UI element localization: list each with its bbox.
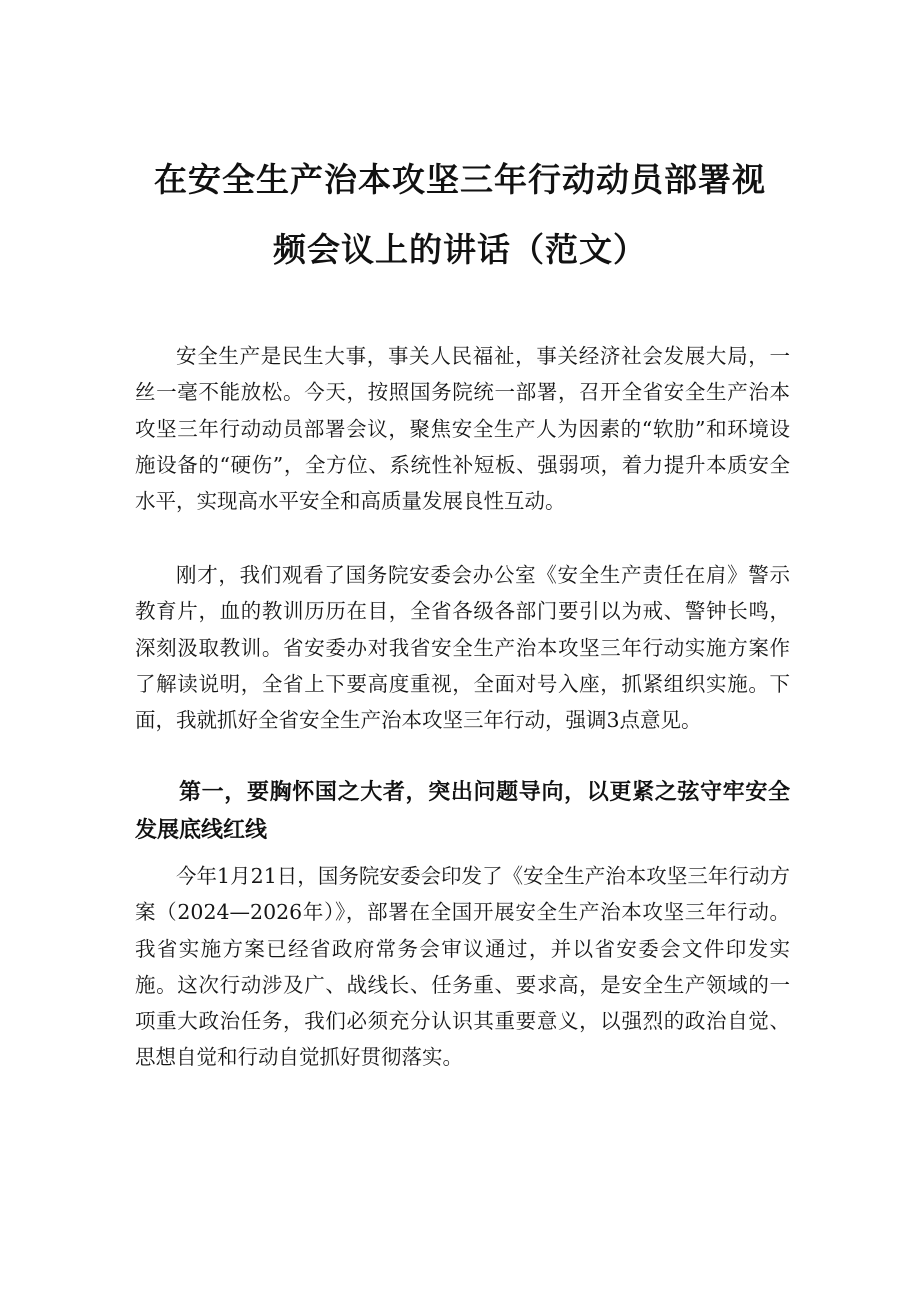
paragraph-section-first: 今年1月21日，国务院安委会印发了《安全生产治本攻坚三年行动方案（2024—2026年）》，部署在全国开展安全生产治本攻坚三年行动。我省实施方案已经省政府常务会审议通过，并以省安委会文件印发实施。这次行动涉及广、战线长、任务重、要求高，是安全生产领域的一项重大政治任务，我们必须充分认识其重要意义，以强烈的政治自觉、思想自觉和行动自觉抓好贯彻落实。 <box>135 864 790 1070</box>
document-title-line-1: 在安全生产治本攻坚三年行动动员部署视 <box>154 160 766 199</box>
paragraph-intro: 安全生产是民生大事，事关人民福祉，事关经济社会发展大局，一丝一毫不能放松。今天，按照国务院统一部署，召开全省安全生产治本攻坚三年行动动员部署会议，聚焦安全生产人为因素的“软肋”和环境设施设备的“硬伤”，全方位、系统性补短板、强弱项，着力提升本质安全水平，实现高水平安全和高质量发展良性互动。 <box>135 344 790 514</box>
paragraph-context: 刚才，我们观看了国务院安委会办公室《安全生产责任在肩》警示教育片，血的教训历历在目，全省各级各部门要引以为戒、警钟长鸣，深刻汲取教训。省安委办对我省安全生产治本攻坚三年行动实施方案作了解读说明，全省上下要高度重视，全面对号入座，抓紧组织实施。下面，我就抓好全省安全生产治本攻坚三年行动，强调3点意见。 <box>135 563 790 733</box>
document-title-line-2: 频会议上的讲话（范文） <box>273 230 647 269</box>
section-heading-first: 第一，要胸怀国之大者，突出问题导向，以更紧之弦守牢安全发展底线红线 <box>135 780 790 843</box>
